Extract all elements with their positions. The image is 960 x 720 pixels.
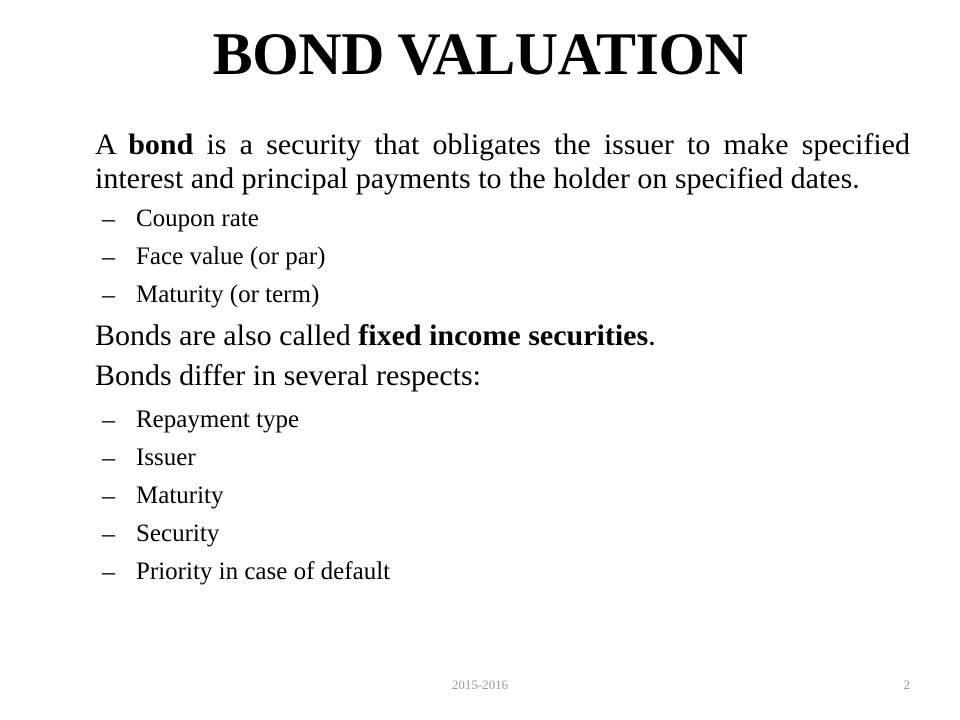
list-item-text: Coupon rate	[136, 205, 259, 232]
list-item	[95, 238, 910, 276]
slide-body	[95, 128, 910, 591]
bond-features-list	[95, 200, 910, 314]
bonds-differ-statement: Bonds differ in several respects:	[95, 359, 482, 392]
bond-definition	[95, 128, 910, 196]
bond-definition-text: is a security that obligates the issuer to make specified interest and principal payments to the holder on specified dates.	[95, 128, 910, 195]
dash-bullet: –	[102, 405, 115, 434]
list-item-text: Face value (or par)	[136, 243, 326, 270]
dash-bullet: –	[102, 204, 115, 233]
list-item-text: Issuer	[136, 444, 196, 471]
dash-bullet: –	[102, 519, 115, 548]
list-item	[95, 515, 910, 553]
footer-date: 2015-2016	[451, 677, 509, 692]
list-item	[95, 276, 910, 314]
list-item	[95, 200, 910, 238]
list-item-text: Security	[136, 520, 220, 547]
list-item	[95, 401, 910, 439]
page-number: 2	[903, 677, 910, 692]
list-item-text: Maturity (or term)	[136, 281, 320, 308]
fixed-income-prefix: Bonds are also called	[95, 319, 359, 352]
dash-bullet: –	[102, 280, 115, 309]
dash-bullet: –	[102, 443, 115, 472]
dash-bullet: –	[102, 242, 115, 271]
fixed-income-term: fixed income securities	[358, 319, 649, 352]
bond-differences-list	[95, 401, 910, 591]
list-item-text: Repayment type	[136, 406, 300, 433]
bond-definition-prefix: A	[95, 128, 129, 161]
fixed-income-suffix: .	[648, 319, 656, 352]
dash-bullet: –	[102, 481, 115, 510]
dash-bullet: –	[102, 557, 115, 586]
list-item-text: Priority in case of default	[136, 558, 391, 585]
list-item-text: Maturity	[136, 482, 224, 509]
slide-title: BOND VALUATION	[212, 21, 748, 87]
list-item	[95, 553, 910, 591]
list-item	[95, 439, 910, 477]
bond-term: bond	[128, 128, 194, 161]
list-item	[95, 477, 910, 515]
fixed-income-statement	[95, 319, 910, 353]
